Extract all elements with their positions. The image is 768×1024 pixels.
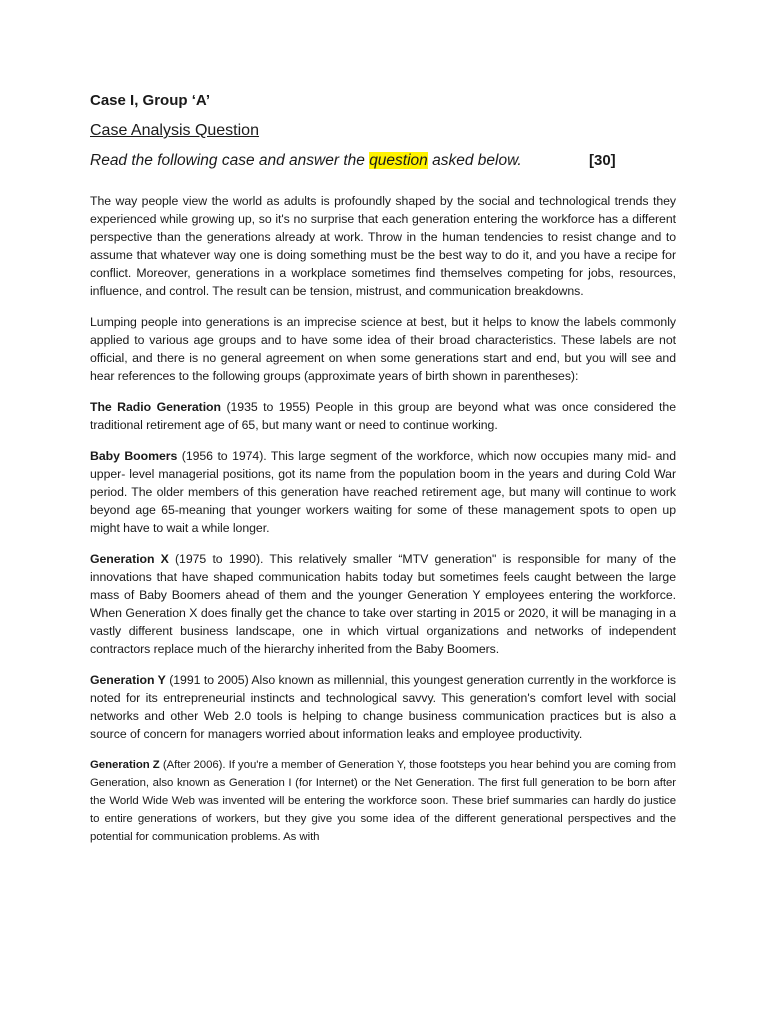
instruction-text-post: asked below.	[427, 152, 522, 169]
case-title: Case I, Group ‘A’	[90, 92, 211, 109]
paragraph-baby-boomers	[90, 447, 676, 537]
paragraph-intro: The way people view the world as adults is profoundly shaped by the social and technological trends they experienced while growing up, so it's no surprise that each generation entering the workforce has a different perspective than the generations already at work. Throw in the human tendencies to resist change and to assume that whatever way one is doing something must be the best way to do it, and you have a recipe for conflict. Moreover, generations in a workplace sometimes find themselves competing for jobs, resources, influence, and control. The result can be tension, mistrust, and communication breakdowns.	[90, 194, 676, 298]
generation-z-text: (After 2006). If you're a member of Generation Y, those footsteps you hear behind you are coming from Generation, also known as Generation I (for Internet) or the Net Generation. The first full generation to be born after the World Wide Web was invented will be entering the workforce soon. These brief summaries can hardly do justice to entire generations of workers, but they give you some idea of the different generational perspectives and the potential for communication problems. As with	[90, 759, 676, 843]
radio-generation-label: The Radio Generation	[90, 400, 221, 414]
paragraph-generation-z	[90, 756, 676, 846]
generation-y-text: (1991 to 2005) Also known as millennial, this youngest generation currently in the workforce is noted for its entrepreneurial instincts and technological savvy. This generation's comfort level with social networks and other Web 2.0 tools is helping to change business communication practices but is also a source of concern for managers worried about information leaks and employee productivity.	[90, 673, 676, 741]
document-content	[90, 92, 676, 859]
case-analysis-heading: Case Analysis Question	[90, 122, 259, 139]
baby-boomers-text: (1956 to 1974). This large segment of the workforce, which now occupies many mid- and upper- level managerial positions, got its name from the population boom in the years and during Cold War period. The older members of this generation have reached retirement age, but many will continue to work beyond age 65-meaning that younger workers waiting for some of these management spots to open up might have to wait a while longer.	[90, 449, 676, 535]
highlighted-word: question	[369, 152, 428, 169]
generation-x-label: Generation X	[90, 552, 169, 566]
generation-y-label: Generation Y	[90, 673, 166, 687]
paragraph-generation-y	[90, 671, 676, 743]
generation-z-label: Generation Z	[90, 759, 160, 771]
generation-x-text: (1975 to 1990). This relatively smaller “MTV generation" is responsible for many of the innovations that have shaped communication habits today but sometimes feels caught between the large mass of Baby Boomers ahead of them and the younger Generation Y employees entering the workforce. When Generation X does finally get the chance to take over starting in 2015 or 2020, it will be managing in a vastly different business landscape, one in which virtual organizations and networks of independent contractors replace much of the hierarchy inherited from the Baby Boomers.	[90, 552, 676, 656]
paragraph-radio-generation	[90, 398, 676, 434]
baby-boomers-label: Baby Boomers	[90, 449, 178, 463]
paragraph-generation-x	[90, 550, 676, 658]
instruction-line	[90, 152, 676, 174]
paragraph-labels: Lumping people into generations is an imprecise science at best, but it helps to know the labels commonly applied to various age groups and to have some idea of their broad characteristics. These labels are not official, and there is no general agreement on when some generations start and end, but you will see and hear references to the following groups (approximate years of birth shown in parentheses):	[90, 315, 676, 383]
instruction-text-pre: Read the following case and answer the	[90, 152, 370, 169]
marks-label: [30]	[589, 152, 616, 169]
radio-generation-text: (1935 to 1955) People in this group are beyond what was once considered the traditional retirement age of 65, but many want or need to continue working.	[90, 400, 676, 432]
